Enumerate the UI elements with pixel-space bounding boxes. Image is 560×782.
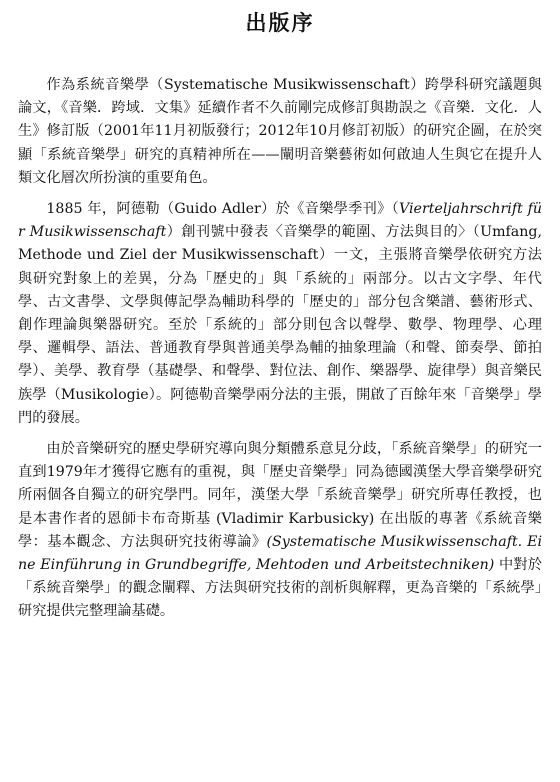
- journal-title-german: Vierteljahrschrift für Musikwissenschaft: [18, 201, 542, 241]
- book-title-german: (Systematische Musikwissenschaft. Eine Einführung in Grundbegriffe, Mehtoden und Arbeitstechniken): [18, 533, 542, 574]
- paragraph-2-text-b: ）創刊號中發表〈音樂學的範圍、方法與目的〉（Umfang, Methode und Ziel der Musikwissenschaft）一文，主張將音樂學依研究方法與研究對象上的差異，分為「歷史的」與「系統的」兩部分。以古文字學、年代學、古文書學、文學與傳記學為輔助科學的「歷史的」部分包含樂譜、藝術形式、創作理論與樂器研究。至於「系統的」部分則包含以聲學、數學、物理學、心理學、邏輯學、語法、普通教育學與普通美學為輔的抽象理論（和聲、節奏學、節拍學）、美學、教育學（基礎學、和聲學、對位法、創作、樂器學、旋律學）與音樂民族學（Musikologie）。阿德勒音樂學兩分法的主張，開啟了百餘年來「音樂學」學門的發展。: [18, 224, 542, 426]
- paragraph-1-text: 作為系統音樂學（Systematische Musikwissenschaft）跨學科研究議題與論文，《音樂．跨域．文集》延續作者不久前剛完成修訂與勘誤之《音樂．文化．人生》修訂版（2001年11月初版發行；2012年10月修訂初版）的研究企圖，在於突顯「系統音樂學」研究的真精神所在——闡明音樂藝術如何啟迪人生與它在提升人類文化層次所扮演的重要角色。: [18, 77, 542, 186]
- paragraph-1: [18, 74, 542, 190]
- paragraph-2-text-a: 1885 年，阿德勒（Guido Adler）於《音樂學季刊》（: [46, 201, 400, 218]
- paragraph-3-text-b: 中對於「系統音樂學」的觀念闡釋、方法與研究技術的剖析與解釋，更為音樂的「系統學」研究提供完整理論基礎。: [18, 557, 542, 620]
- paragraph-2: [18, 198, 542, 430]
- page-title: 出版序: [245, 10, 315, 35]
- paragraph-3-text-a: 由於音樂研究的歷史學研究導向與分類體系意見分歧，「系統音樂學」的研究一直到1979年才獲得它應有的重視，與「歷史音樂學」同為德國漢堡大學音樂學研究所兩個各自獨立的研究學門。同年，漢堡大學「系統音樂學」研究所專任教授，也是本書作者的恩師卡布奇斯基 (Vladimir Karbusicky) 在出版的專著《系統音樂學：基本觀念、方法與研究技術導論》: [18, 441, 542, 550]
- paragraph-3: [18, 438, 542, 624]
